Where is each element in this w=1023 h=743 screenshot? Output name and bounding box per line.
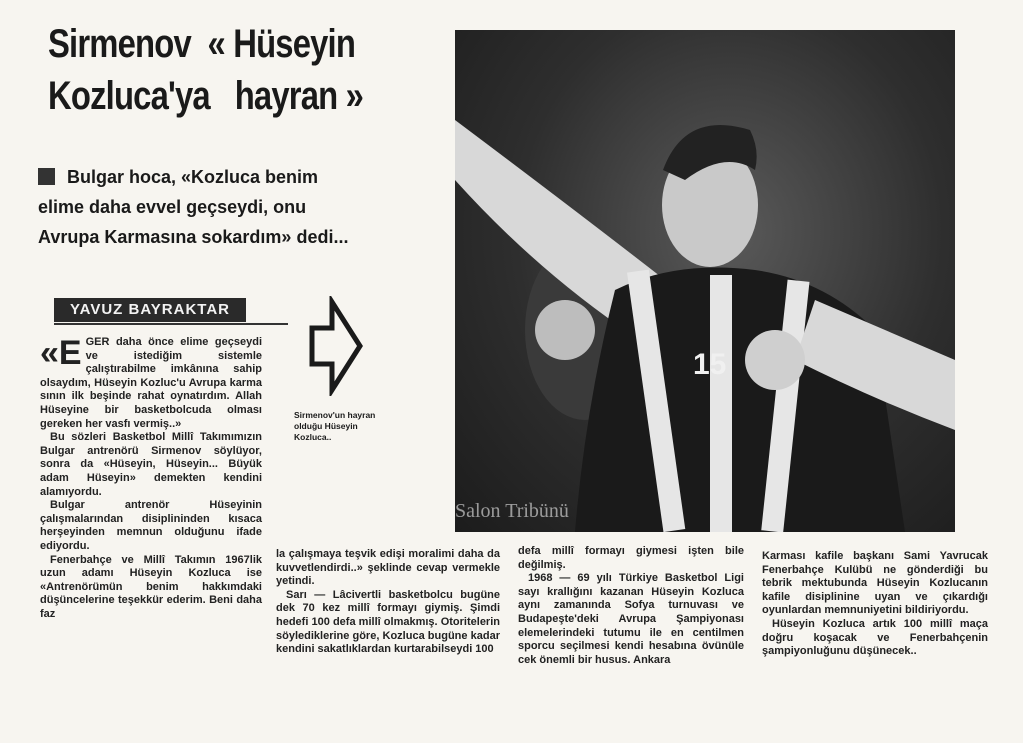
deck-text: Bulgar hoca, «Kozluca benim elime daha evvel geçseydi, onu Avrupa Karmasına sokardım» dedi... — [38, 167, 349, 247]
article-column-1 — [40, 336, 262, 621]
headline-line-2: Kozluca'ya hayran » — [48, 74, 364, 118]
paragraph: Karması kafile başkanı Sami Yavrucak Fenerbahçe Kulübü ne gönderdiği bu tebrik mektubunda Hüseyin Kozlucanın kafile disiplinine uyan ve çıkardığı oyunlardan memnuniyetini bildiriyordu. — [762, 550, 988, 617]
square-bullet-icon — [38, 168, 55, 185]
paragraph: Fenerbahçe ve Millî Takımın 1967lik uzun adamı Hüseyin Kozluca ise «Antrenörümün benim hakkımdaki düşüncelerine teşekkür ederim. Beni daha faz — [40, 553, 262, 620]
paragraph: la çalışmaya teşvik edişi moralimi daha da kuvvetlendirdi..» şeklinde cevap vermekle yetindi. — [276, 548, 500, 588]
headline-line-1: Sirmenov « Hüseyin — [48, 22, 356, 66]
article-column-4 — [762, 550, 988, 659]
paragraph: Bu sözleri Basketbol Millî Takımımızın Bulgar antrenörü Sirmenov söylüyor, sonra da «Hüseyin, Hüseyin... Büyük adam Hüseyin» demekten kendini alamıyordu. — [40, 431, 262, 498]
watermark: Salon Tribünü — [455, 500, 569, 522]
article-column-2 — [276, 548, 500, 657]
deck — [38, 162, 368, 252]
headline — [48, 18, 364, 122]
dropcap: «E — [40, 334, 82, 372]
article-column-3 — [518, 545, 744, 667]
right-arrow-icon — [308, 296, 364, 396]
paragraph: Sarı — Lâcivertli basketbolcu bugüne dek 70 kez millî formayı giymiş. Şimdi hedefi 100 defa millî olmakmış. Otoritelerin söylediklerine göre, Kozluca bugüne kadar kendini sakatlıklardan kurtarabilseydi 100 — [276, 588, 500, 656]
paragraph: Bulgar antrenör Hüseyinin çalışmalarından disiplininden kısaca herşeyinden memnun olduğunu ifade ediyordu. — [40, 499, 262, 552]
paragraph: GER daha önce elime geçseydi ve istediğim sistemle çalıştırabilme imkânına sahip olsaydım, Hüseyin Kozluc'u Avrupa karma sının ilk beşinde rahat oynatırdım. Allah Hüseyine bir basketbolcuda olması gereken her vasfı vermiş..» — [40, 336, 262, 430]
paragraph: Hüseyin Kozluca artık 100 millî maça doğru koşacak ve Fenerbahçenin şampiyonluğunu düşünecek.. — [762, 617, 988, 658]
byline: YAVUZ BAYRAKTAR — [54, 298, 246, 322]
player-photo — [455, 30, 955, 532]
paragraph: 1968 — 69 yılı Türkiye Basketbol Ligi sayı krallığını kazanan Hüseyin Kozluca aynı zamanında Sofya turnuvası ve Budapeşte'deki Avrupa Şampiyonası elemelerindeki tutumu ile en centilmen sporcu seçilmesi kendi hesabına övünüle cek önemli bir husus. Ankara — [518, 572, 744, 666]
jersey-number: 15 — [693, 348, 727, 381]
byline-rule — [54, 323, 288, 325]
photo-caption: Sirmenov'un hayran olduğu Hüseyin Kozluca.. — [294, 410, 376, 442]
photo-illustration — [455, 30, 955, 532]
paragraph: defa millî formayı giymesi işten bile değilmiş. — [518, 545, 744, 571]
